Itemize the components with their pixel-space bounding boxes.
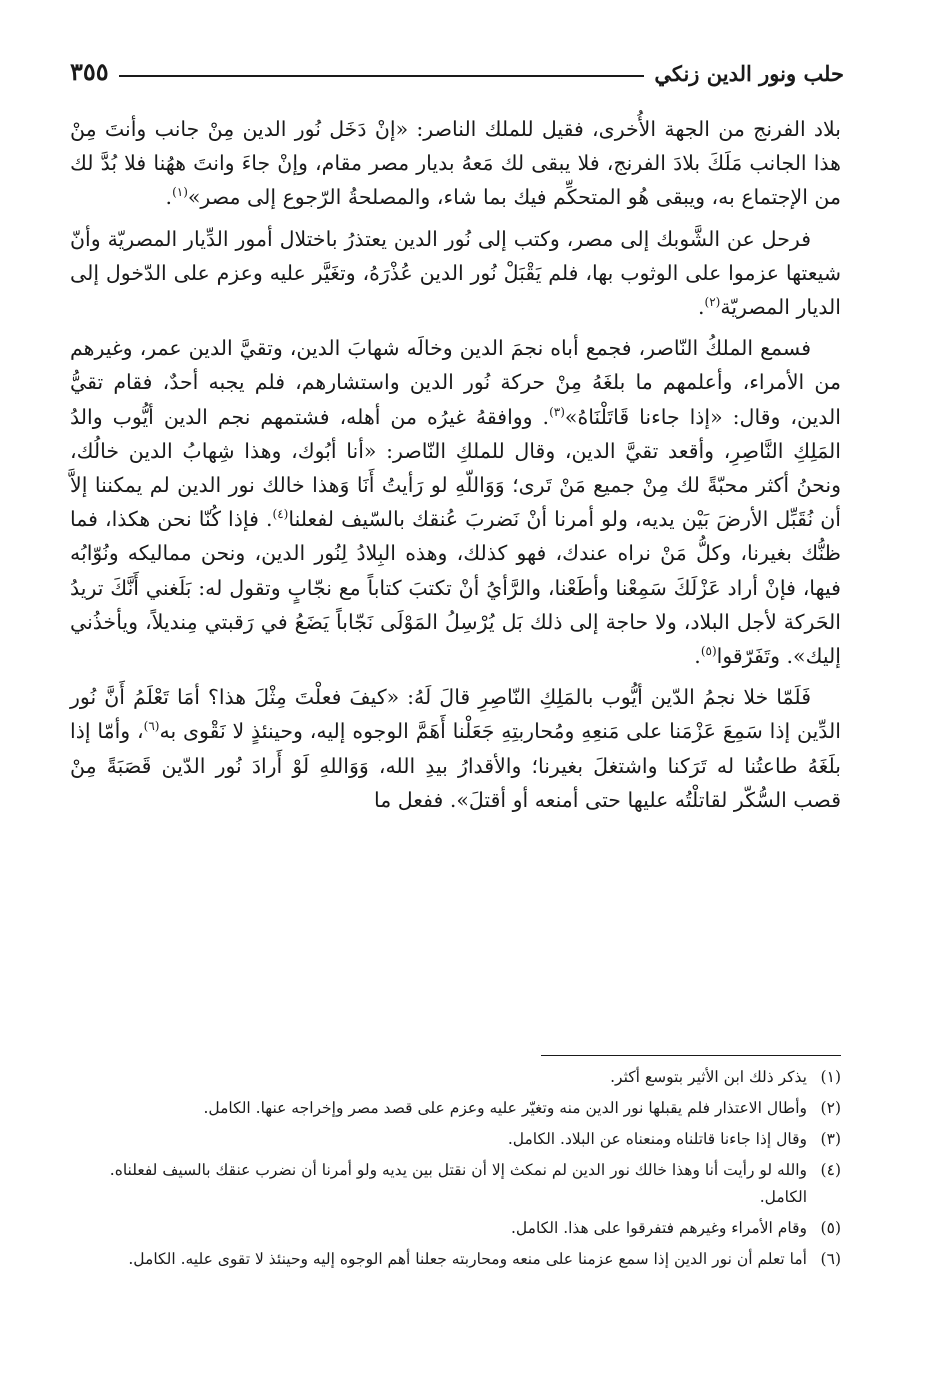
- footnote-ref-5: (٥): [700, 644, 717, 659]
- header-rule: [119, 75, 645, 77]
- footnote-2: [76, 1095, 841, 1122]
- footnote-separator: [541, 1055, 841, 1056]
- footnote-5: [76, 1215, 841, 1242]
- footnote-text: أما تعلم أن نور الدين إذا سمع عزمنا على منعه ومحاربته جعلنا أهم الوجوه إليه وحينئذ لا تقوى عليه. الكامل.: [128, 1250, 807, 1268]
- footnote-text: والله لو رأيت أنا وهذا خالك نور الدين لم نمكث إلا أن نقتل بين يديه ولو أمرنا أن نضرب عنقك بالسيف لفعلناه. الكامل.: [109, 1161, 807, 1206]
- footnote-number: (٤): [820, 1161, 841, 1179]
- footnote-3: [76, 1126, 841, 1153]
- paragraph-3: فسمع الملكُ النّاصر، فجمع أباه نجمَ الدين وخالَه شهابَ الدين، وتقيَّ الدين عمر، وغيرهم من الأمراء، وأعلمهم ما بلغَهُ مِنْ حركة نُور الدين واستشارهم، فلم يجبه أحدٌ، فقام تقيُّ الدين، وقال: «إذا جاءنا قَاتَلْنَاهُ»$^{(٣)}$. ووافقهُ غيرُه من أهله، فشتمهم نجم الدين أيُّوب والدُ المَلِكِ النَّاصِرِ، وأقعد تقيَّ الدين، وقال للملكِ النّاصر: «أنا أبُوك، وهذا شِهابُ الدين خالُك، ونحنُ أكثر محبّةً لك مِنْ جميع مَنْ تَرى؛ وَوَاللّهِ لو رَأيتُ أَنَا وَهذا خالك نور الدين لم يمكننا إلاَّ أن نُقَبِّل الأرضَ بَيْن يديه، ولو أمرنا أنْ نَضربَ عُنقك بالسّيف لفعلنا$^{(٤)}$. فإذا كُنّا نحن هكذا، فما ظنُّك بغيرنا، وكلُّ مَنْ نراه عندك، فهو كذلك، وهذه البِلادُ لِنُور الدين، ونحن مماليكه ونُوّابُه فيها، فإنْ أراد عَزْلَكَ سَمِعْنا وأطَعْنا، والرَّأيُ أنْ تكتبَ كتاباً مع نجّابٍ وتقول له: بَلَغني أَنَّكَ تريدُ الحَركة لأجل البلاد، ولا حاجة إلى ذلك بَل يُرْسِلُ المَوْلَى نَجّاباً يَضَعُ في رَقبتي مِنديلاً، ويأخذُني إليك». وتَفَرّقوا$^{(٥)}$.: [70, 336, 841, 669]
- footnotes: [76, 1064, 841, 1277]
- footnote-number: (٣): [820, 1130, 841, 1148]
- paragraph-1: بلاد الفرنج من الجهة الأُخرى، فقيل للملك الناصر: «إنْ دَخَل نُور الدين مِنْ جانب وأنتَ مِنْ هذا الجانب مَلَكَ بلادَ الفرنج، فلا يبقى لك مَعهُ بديار مصر مقام، وإنْ جاءَ وانتَ ههُنا فلا بُدَّ لك من الإجتماع به، ويبقى هُو المتحكِّم فيك بما شاء، والمصلحةُ الرّجوع إلى مصر»$^{(١)}$.: [70, 117, 841, 210]
- footnote-number: (٥): [820, 1219, 841, 1237]
- footnote-text: وقال إذا جاءنا قاتلناه ومنعناه عن البلاد. الكامل.: [507, 1130, 807, 1148]
- footnote-number: (٦): [820, 1250, 841, 1268]
- footnote-ref-4: (٤): [272, 507, 289, 522]
- footnote-1: [76, 1064, 841, 1091]
- main-text: [70, 112, 841, 824]
- footnote-text: وقام الأمراء وغيرهم فتفرقوا على هذا. الكامل.: [510, 1219, 807, 1237]
- footnote-number: (١): [820, 1068, 841, 1086]
- footnote-ref-6: (٦): [143, 719, 160, 734]
- footnote-text: يذكر ذلك ابن الأثير بتوسع أكثر.: [610, 1068, 807, 1086]
- footnote-6: [76, 1246, 841, 1273]
- running-title: حلب ونور الدين زنكي: [654, 61, 844, 86]
- footnote-ref-2: (٢): [704, 295, 721, 310]
- paragraph-4: فَلَمّا خلا نجمُ الدّين أيُّوب بالمَلِكِ النّاصِرِ قالَ لَهُ: «كيفَ فعلْتَ مِثْلَ هذا؟ أمَا تَعْلَمُ أَنَّ نُور الدِّين إذا سَمِعَ عَزْمَنا على مَنعِهِ ومُحاربتِهِ جَعَلْنا أَهَمَّ الوجوه إليه، وحينئذٍ لا نَقْوى به$^{(٦)}$، وأمّا إذا بلَغَهُ طاعتُنا له تَرَكنا واشتغلَ بغيرنا؛ والأقدارُ بيدِ الله، وَوَاللهِ لَوْ أَرادَ نُور الدّين قَصَبَةً مِنْ قصب السُّكّر لقاتلْتُه عليها حتى أمنعه أو أقتلَ». ففعل ما: [70, 685, 841, 812]
- running-header: [70, 46, 844, 86]
- footnote-4: [76, 1157, 841, 1211]
- footnote-number: (٢): [820, 1099, 841, 1117]
- footnote-ref-3: (٣): [549, 404, 565, 419]
- paragraph-2: فرحل عن الشَّوبك إلى مصر، وكتب إلى نُور الدين يعتذرُ باختلال أمور الدِّيار المصريّة وأنّ شيعتها عزموا على الوثوب بها، فلم يَقْبَلْ نُور الدين عُذْرَهُ، وتغَيَّر عليه وعزم على الدّخول إلى الديار المصريّة$^{(٢)}$.: [70, 226, 841, 320]
- page-number: ٣٥٥: [70, 57, 109, 86]
- footnote-text: وأطال الاعتذار فلم يقبلها نور الدين منه وتغيّر عليه وعزم على قصد مصر وإخراجه عنها. الكامل.: [203, 1099, 807, 1117]
- footnote-ref-1: (١): [172, 185, 188, 200]
